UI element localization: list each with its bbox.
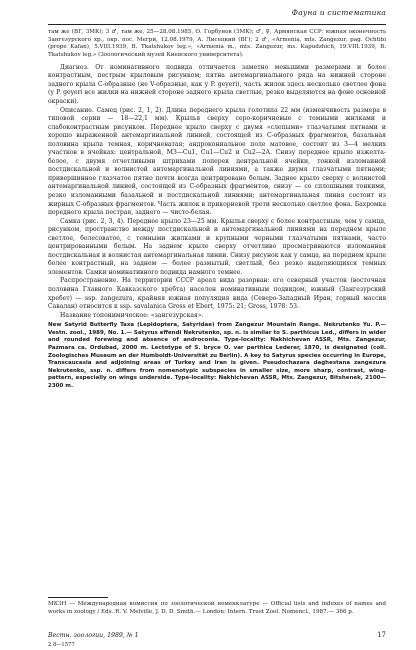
diagnosis-paragraph: Диагноз. От номинативного подвида отличается заметно меньшими размерами и более контрастным, пестрым крыловым рисунком; пятна антемаргинального ряда на нижней стороне заднего крыла С-образные (не V-образные, как у P. geyeri), часть жилок здесь несколько светлее фона (у P. geyeri все жилки на нижней стороне заднего крыла светлые, резко выделяются на фоне основной окраски).: [48, 63, 386, 105]
footnote: МКЗН — Международная комиссия по зоологической номенклатуре — Official lists and indexes of names and works in zoology / Eds. R. V. Melville, J. D. D. Smith.— London: Intern. Trust Zool. Nomencl., 1987.— 366 p.: [48, 601, 386, 615]
english-summary: New Satyrid Butterfly Taxa (Lepidoptera, Satyridae) from Zangezur Mountain Range. Nekrutenko Yu. P.— Vestn. zool., 1989, No. 1.— Satyrus effendi Nekrutenko, sp. n. is similar to S. parthicus Led., differs in wider and rounded forewing and absence of androconia. Type-locality: Nakhichevan ASSR, Mts. Zangezur, Pazmara ca. Ordubad, 2000 m. Lectotype of S. bryce O. var parthica Lederer, 1870, is designated (coll. Zoologisches Museum an der Humboldt-Universität zu Berlin). A key to Satyrus species occurring in Europe, Transcaucasia and adjoining areas of Turkey and Iran is given. Pseudochazara daghestana zangezura Nekrutenko, ssp. n. differs from nomenotypic subspecies in smaller size, more sharp, contrast, wing-pattern, especially on wings underside. Type-locality: Nakhichevan ASSR, Mts. Zangezur, Bitshenek, 2100—2300 m.: [48, 322, 386, 389]
distribution-paragraph: Распространение. На территории СССР ареал вида разорван: его северный участок (восточная половина Главного Кавказского хребта) населен номинативным подвидом, южный (Зангезурский хребет) — ssp. zangezura, крайняя южная популяция вида (Северо-Западный Иран, горный массив Савалан) относится к ssp. savalanica Gross et Ebert, 1975: 21; Gross, 1978: 53.: [48, 277, 386, 311]
article-body: [48, 29, 386, 391]
page-number: 17: [377, 631, 386, 639]
toponym-paragraph: Название топонимическое: «зангезурская».: [60, 311, 204, 319]
running-header: Фауна и систематика: [291, 8, 386, 17]
header-divider: [48, 24, 386, 25]
journal-reference: Вестн. зоологии, 1989, № 1: [48, 632, 139, 639]
print-code: 2 8—1577: [48, 642, 75, 648]
description-paragraph: Описание. Самец (рис. 2, 1, 2). Длина переднего крыла голотипа 22 мм (изменчивость размера в типовой серии — 18—22,1 мм). Крылья сверху серо-коричневые с темными жилками и слабоконтрастным рисунком. Переднее крыло сверху с двумя «слепыми» глазчатыми пятнами и хорошо выраженной антемаргинальной линией, состоящей из С-образных фрагментов, базальная половина крыла темная, коричневатая; андрокониальное поле матовое, состоит из 3—4 мелких участков в ячейках: центральной, M3—Cu1, Cu1—Cu2 и Cu2—2A. Снизу переднее крыло изжелта-белое, с двумя отчетливыми штрихами поперек центральной ячейки, тонкой изломанной постдискальной и волнистой антемаргинальной линиями, а также двумя глазчатыми пятнами; привершинное глазчатое пятно почти всегда центрировано белым. Заднее крыло сверху с волнистой антемаргинальной линией, состоящей из С-образных фрагментов, снизу — со сплошными тонкими, резко изломанными базальной и постдискальной линиями; антемаргинальная линия состоит из жирных С-образных фрагментов. Часть жилок в прикорневой трети несколько светлее фона. Бахромка переднего крыла пестрая, заднего — чисто-белая.: [48, 106, 386, 217]
material-paragraph: там же (ВГ, ЗМК); 3 ♂, там же, 25—28.08.1985, О. Горбунов (ЗМК); ♂, ♀, Армянская ССР: южная оконечность Зангезурского хр., окр. пос. Мегри, 12.08.1979, А. Лисецкий (ВГ); 2 ♂, «Armenia, mts. Zangezur, pag. Ochtibi (prope Kafan), 5.VIII.1939, B. Tkatshukov leg.», «Armenia m., mts. Zangezur, ms. Kapudzhich, 19.VIII.1939, B. Tkatshukov leg.» (Зоологический музей Киевского университета).: [48, 29, 386, 59]
footnote-divider: [48, 597, 108, 598]
female-paragraph: Самка (рис. 2, 3, 4). Переднее крыло 23—25 мм. Крылья сверху с более контрастным, чем у самца, рисунком, пространство между постдискальной и антемаргинальной линиями на переднем крыле светлое, белесоватое, с темными жилками и крупными черными глазчатыми пятнами, часто центрированными белым. На заднем крыле сверху отчетливо просматриваются изломанная постдискальная и волнистая антемаргинальная линии. Снизу рисунок как у самца, на переднем крыле более контрастный, на заднем — более размытый, светлый, без резко выделяющихся темных элементов. Самки номинативного подвида намного темнее.: [48, 217, 386, 276]
